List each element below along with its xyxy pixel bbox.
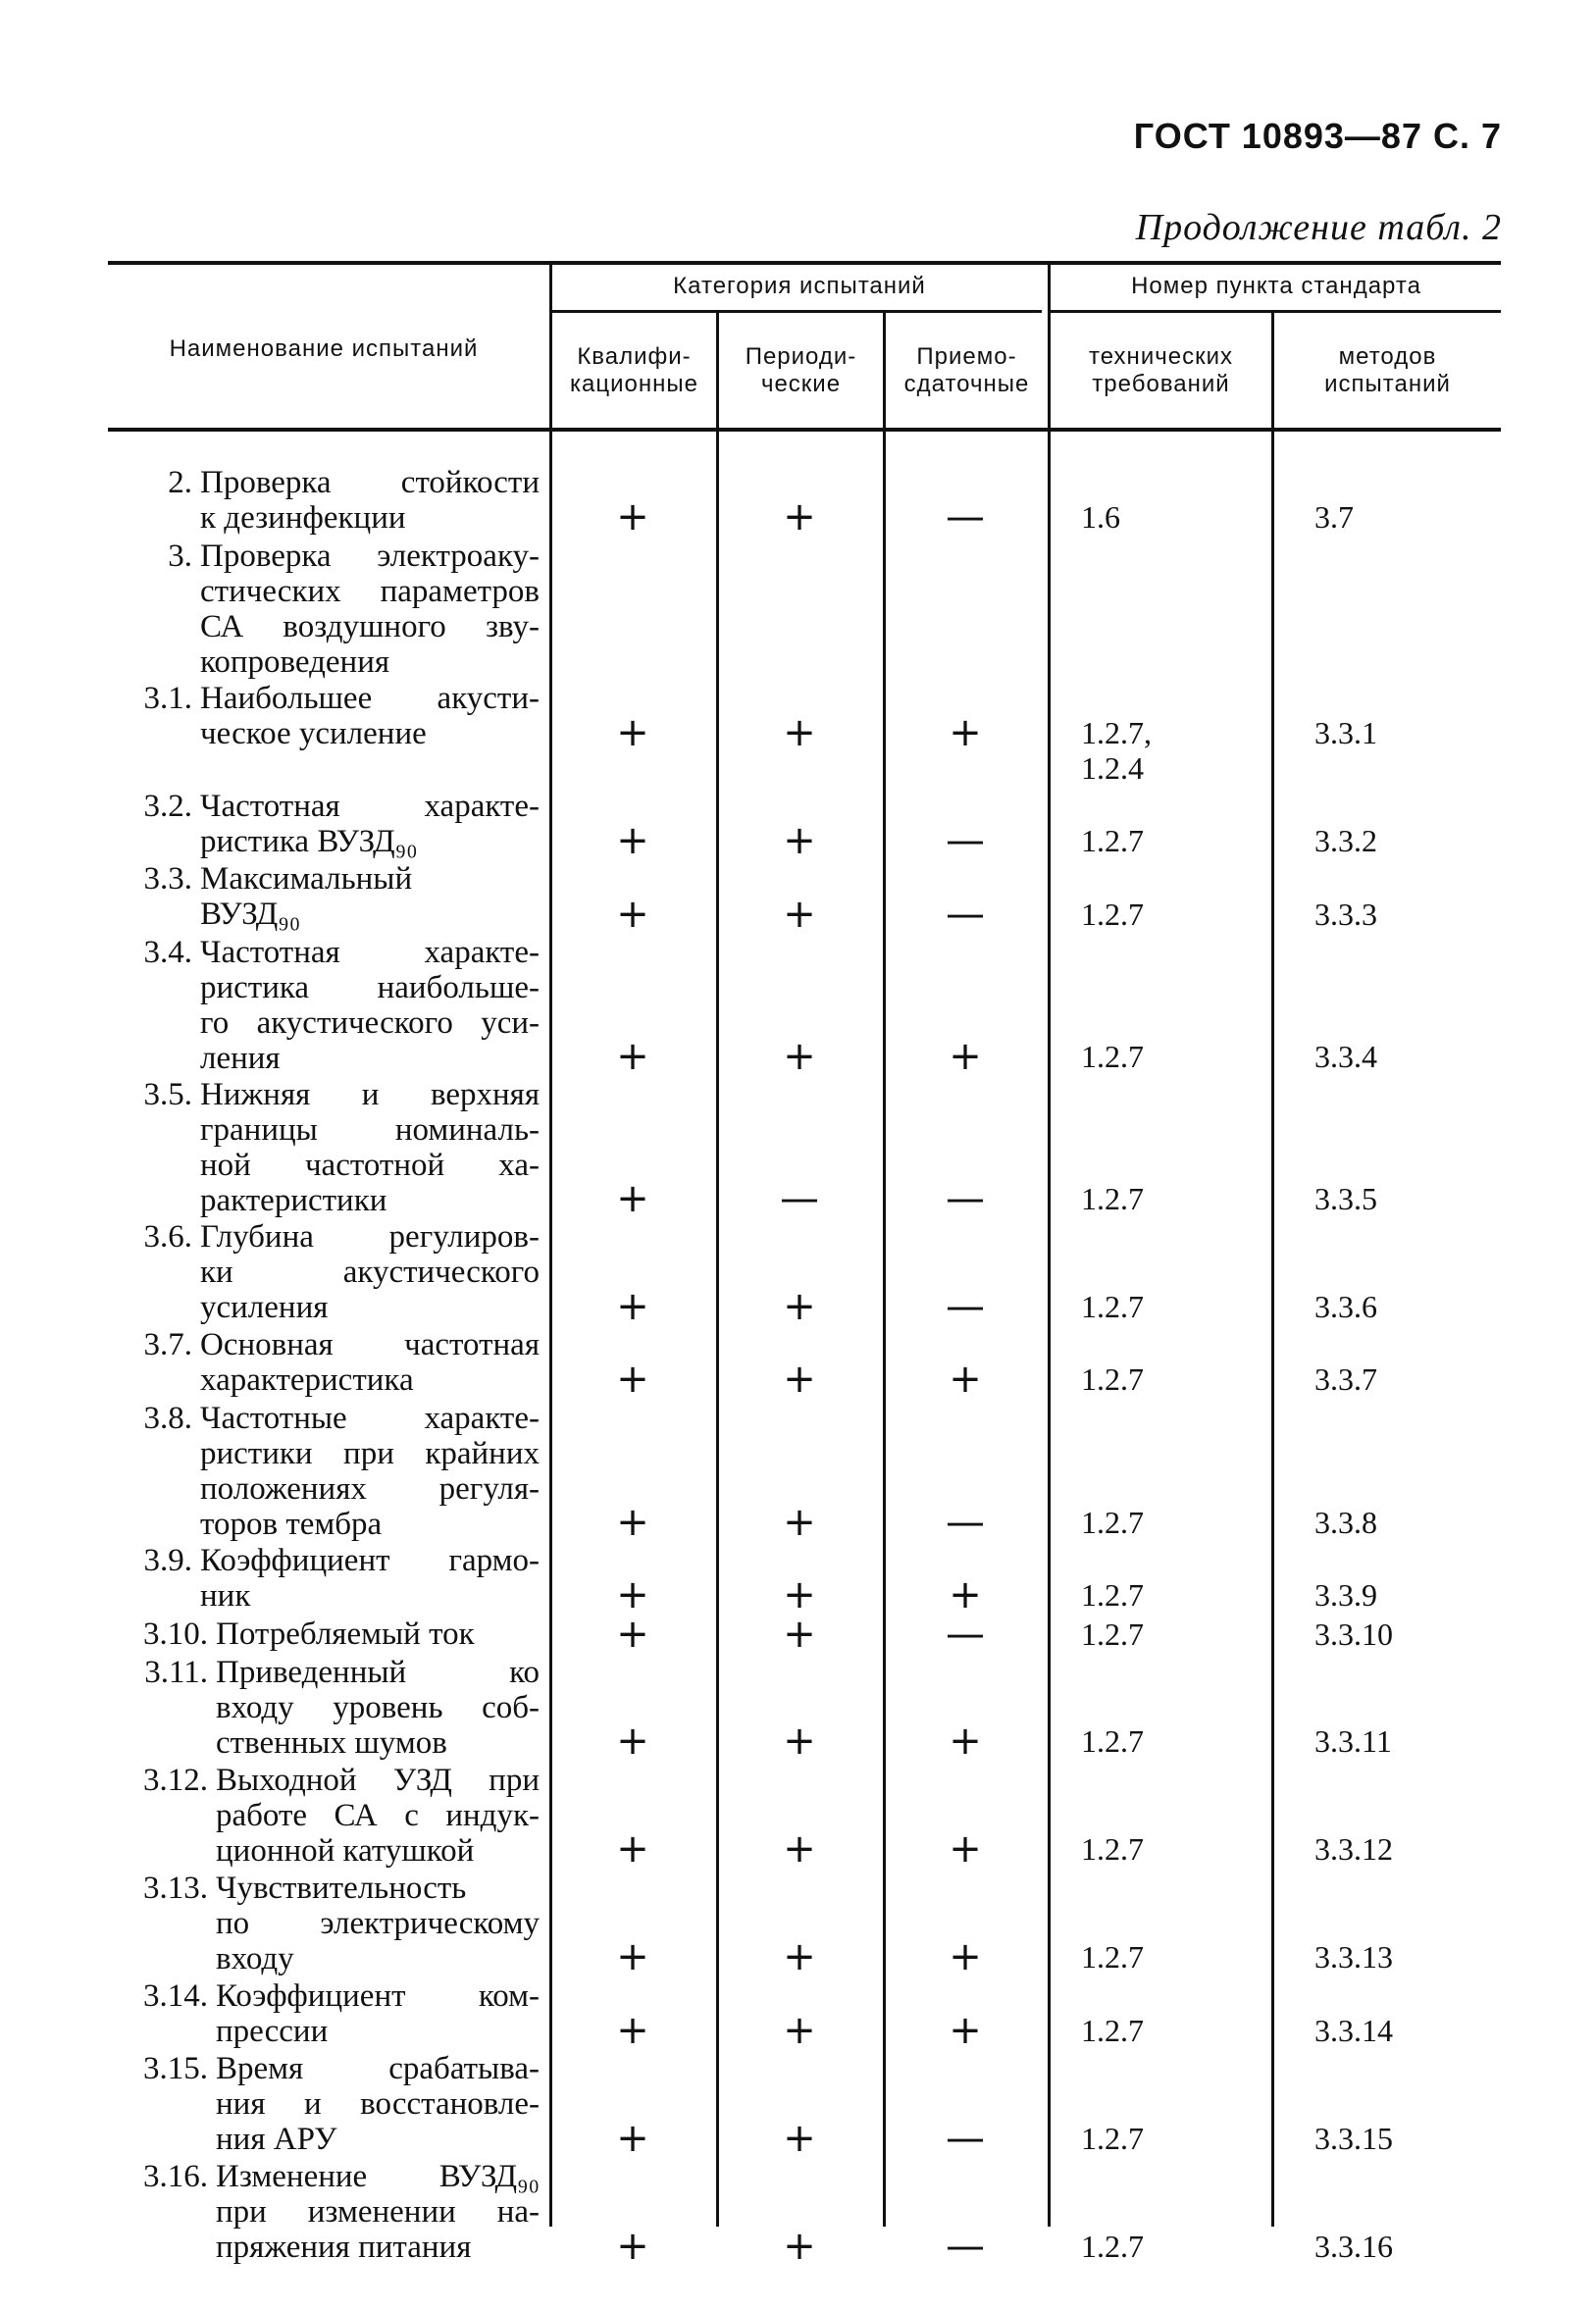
mark-periodic: + xyxy=(783,1719,816,1765)
test-method-clause: 3.3.7 xyxy=(1314,1361,1377,1398)
mark-qualification: + xyxy=(616,1499,649,1545)
mark-acceptance: — xyxy=(946,891,985,937)
test-name: Глубина регулиров- ки акустического усиления xyxy=(200,1219,540,1326)
tech-requirement-clause: 1.2.7 xyxy=(1081,1831,1144,1868)
mark-periodic: + xyxy=(783,817,816,863)
test-method-clause: 3.3.4 xyxy=(1314,1038,1377,1074)
row-number: 3.8. xyxy=(143,1400,192,1436)
mark-qualification: + xyxy=(616,2007,649,2053)
mark-qualification: + xyxy=(616,1572,649,1618)
mark-qualification: + xyxy=(616,1934,649,1980)
test-method-clause: 3.3.13 xyxy=(1314,1939,1393,1975)
row-number: 2. xyxy=(168,465,192,500)
test-method-clause: 3.3.8 xyxy=(1314,1504,1377,1540)
mark-qualification: + xyxy=(616,2115,649,2161)
mark-periodic: — xyxy=(780,1175,819,1221)
test-name: Нижняя и верхняя границы номиналь- ной частотной ха- рактеристики xyxy=(200,1077,540,1219)
test-method-clause: 3.3.10 xyxy=(1314,1616,1393,1652)
header-test-name: Наименование испытаний xyxy=(169,335,479,362)
mark-acceptance: + xyxy=(949,1572,982,1618)
test-method-clause: 3.3.9 xyxy=(1314,1577,1377,1614)
body-divider-5 xyxy=(1271,432,1274,2227)
row-number: 3.6. xyxy=(143,1219,192,1256)
mark-qualification: + xyxy=(616,494,649,540)
test-method-clause: 3.3.2 xyxy=(1314,822,1377,858)
tech-requirement-clause: 1.2.7 xyxy=(1081,2228,1144,2264)
mark-acceptance: + xyxy=(949,1719,982,1765)
mark-acceptance: — xyxy=(946,1611,985,1657)
tech-requirement-clause: 1.2.7 xyxy=(1081,1361,1144,1398)
mark-qualification: + xyxy=(616,1719,649,1765)
mark-qualification: + xyxy=(616,1283,649,1329)
mark-periodic: + xyxy=(783,710,816,756)
test-method-clause: 3.3.6 xyxy=(1314,1288,1377,1324)
mark-acceptance: — xyxy=(946,2115,985,2161)
row-number: 3.9. xyxy=(143,1543,192,1578)
mark-qualification: + xyxy=(616,817,649,863)
test-name: Время срабатыва- ния и восстановле- ния АРУ xyxy=(216,2051,540,2158)
mark-qualification: + xyxy=(616,1033,649,1079)
tech-requirement-clause: 1.2.7 xyxy=(1081,1504,1144,1540)
test-name: Частотная характе- ристика наибольше- го акустического уси- ления xyxy=(200,934,540,1076)
test-table xyxy=(108,261,1501,2269)
header-qualification: Квалифи- кационные xyxy=(570,343,698,397)
header-category-group: Категория испытаний xyxy=(673,273,926,299)
mark-periodic: + xyxy=(783,2007,816,2053)
tech-requirement-clause: 1.2.7, 1.2.4 xyxy=(1081,715,1152,787)
test-name: Основная частотная характеристика xyxy=(200,1327,540,1399)
mark-acceptance: + xyxy=(949,1357,982,1403)
row-number: 3.15. xyxy=(143,2051,208,2087)
mark-acceptance: — xyxy=(946,494,985,540)
header-bottom-rule xyxy=(108,428,1501,432)
test-name: Проверка стойкости к дезинфекции xyxy=(200,465,540,536)
tech-requirement-clause: 1.2.7 xyxy=(1081,1038,1144,1074)
test-name: Чувствительность по электрическому входу xyxy=(216,1870,540,1976)
test-method-clause: 3.3.1 xyxy=(1314,715,1377,751)
tech-requirement-clause: 1.6 xyxy=(1081,499,1120,536)
test-method-clause: 3.3.3 xyxy=(1314,896,1377,932)
mark-qualification: + xyxy=(616,1175,649,1221)
page-header: ГОСТ 10893—87 С. 7 xyxy=(1133,116,1502,156)
header-tech-requirements: технических требований xyxy=(1089,343,1233,397)
mark-acceptance: — xyxy=(946,1175,985,1221)
mark-qualification: + xyxy=(616,1826,649,1873)
row-number: 3.16. xyxy=(143,2159,208,2195)
tech-requirement-clause: 1.2.7 xyxy=(1081,1616,1144,1652)
test-name: Коэффициент гармо- ник xyxy=(200,1543,540,1614)
mark-periodic: + xyxy=(783,1572,816,1618)
mark-acceptance: — xyxy=(946,2223,985,2269)
mark-qualification: + xyxy=(616,2223,649,2269)
mark-qualification: + xyxy=(616,1357,649,1403)
row-number: 3.11. xyxy=(144,1654,208,1690)
mark-periodic: + xyxy=(783,2223,816,2269)
test-name: Наибольшее акусти- ческое усиление xyxy=(200,680,540,751)
tech-requirement-clause: 1.2.7 xyxy=(1081,1180,1144,1216)
mark-periodic: + xyxy=(783,1499,816,1545)
clause-rule xyxy=(1050,310,1501,313)
mark-periodic: + xyxy=(783,2115,816,2161)
row-number: 3.4. xyxy=(143,934,192,970)
mark-acceptance: + xyxy=(949,1934,982,1980)
header-acceptance: Приемо- сдаточные xyxy=(903,343,1030,397)
mark-acceptance: — xyxy=(946,817,985,863)
row-number: 3.2. xyxy=(143,788,192,824)
test-method-clause: 3.3.15 xyxy=(1314,2120,1393,2156)
row-number: 3.13. xyxy=(143,1870,208,1906)
row-number: 3.14. xyxy=(143,1977,208,2014)
tech-requirement-clause: 1.2.7 xyxy=(1081,896,1144,932)
mark-qualification: + xyxy=(616,710,649,756)
tech-requirement-clause: 1.2.7 xyxy=(1081,1577,1144,1614)
row-number: 3.5. xyxy=(143,1077,192,1113)
mark-acceptance: + xyxy=(949,1826,982,1873)
mark-periodic: + xyxy=(783,1357,816,1403)
test-method-clause: 3.3.16 xyxy=(1314,2228,1393,2264)
tech-requirement-clause: 1.2.7 xyxy=(1081,822,1144,858)
mark-periodic: + xyxy=(783,1033,816,1079)
mark-qualification: + xyxy=(616,891,649,937)
test-name: Частотная характе- ристика ВУЗД₉₀ xyxy=(200,788,540,859)
row-number: 3. xyxy=(168,538,192,574)
mark-qualification: + xyxy=(616,1611,649,1657)
test-name: Коэффициент ком- прессии xyxy=(216,1977,540,2049)
test-name: Проверка электроаку- стических параметров СА воздушного зву- копроведения xyxy=(200,538,540,680)
mark-periodic: + xyxy=(783,1826,816,1873)
row-number: 3.12. xyxy=(143,1762,208,1798)
tech-requirement-clause: 1.2.7 xyxy=(1081,1723,1144,1760)
table-caption: Продолжение табл. 2 xyxy=(1135,207,1502,248)
mark-periodic: + xyxy=(783,1283,816,1329)
row-number: 3.3. xyxy=(143,861,192,898)
header-clause-group: Номер пункта стандарта xyxy=(1131,273,1421,299)
row-number: 3.7. xyxy=(143,1327,192,1363)
test-method-clause: 3.3.5 xyxy=(1314,1180,1377,1216)
test-name: Выходной УЗД при работе СА с индук- ционной катушкой xyxy=(216,1762,540,1869)
category-rule xyxy=(551,310,1042,313)
tech-requirement-clause: 1.2.7 xyxy=(1081,2120,1144,2156)
mark-periodic: + xyxy=(783,494,816,540)
mark-acceptance: + xyxy=(949,1033,982,1079)
mark-periodic: + xyxy=(783,891,816,937)
mark-acceptance: + xyxy=(949,2007,982,2053)
test-name: Максимальный ВУЗД₉₀ xyxy=(200,861,413,933)
test-name: Приведенный ко входу уровень соб- ственных шумов xyxy=(216,1654,540,1761)
mark-periodic: + xyxy=(783,1611,816,1657)
mark-acceptance: — xyxy=(946,1499,985,1545)
tech-requirement-clause: 1.2.7 xyxy=(1081,1288,1144,1324)
test-method-clause: 3.3.11 xyxy=(1314,1723,1392,1760)
tech-requirement-clause: 1.2.7 xyxy=(1081,1939,1144,1975)
row-number: 3.10. xyxy=(143,1616,208,1652)
mark-acceptance: — xyxy=(946,1283,985,1329)
test-name: Частотные характе- ристики при крайних положениях регуля- торов тембра xyxy=(200,1400,540,1542)
header-test-methods: методов испытаний xyxy=(1324,343,1451,397)
mark-periodic: + xyxy=(783,1934,816,1980)
table-top-rule xyxy=(108,261,1501,265)
tech-requirement-clause: 1.2.7 xyxy=(1081,2012,1144,2048)
test-name: Потребляемый ток xyxy=(216,1616,475,1652)
test-method-clause: 3.3.12 xyxy=(1314,1831,1393,1868)
row-number: 3.1. xyxy=(143,680,192,716)
test-method-clause: 3.3.14 xyxy=(1314,2012,1393,2048)
test-name: Изменение ВУЗД₉₀ при изменении на- пряжения питания xyxy=(216,2159,540,2266)
test-method-clause: 3.7 xyxy=(1314,499,1354,536)
mark-acceptance: + xyxy=(949,710,982,756)
header-periodic: Периоди- ческие xyxy=(745,343,857,397)
